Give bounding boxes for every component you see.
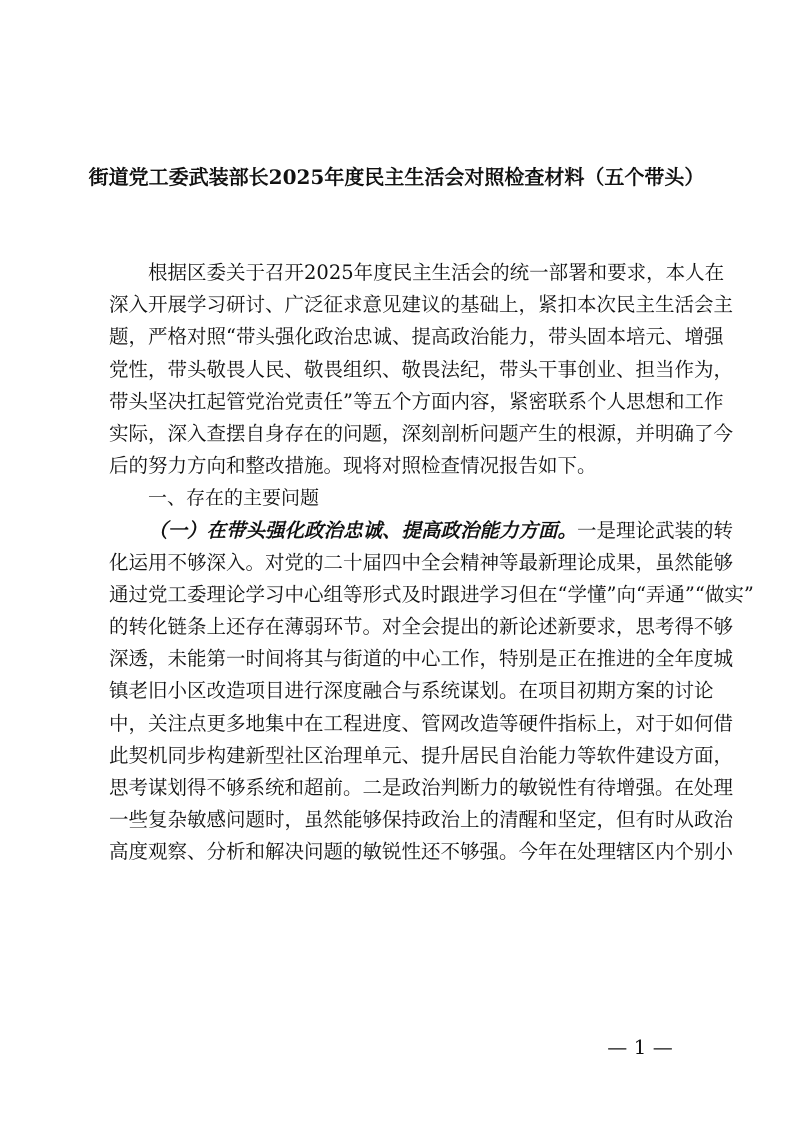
body-line: 思考谋划得不够系统和超前。二是政治判断力的敏锐性有待增强。在处理 — [109, 776, 734, 799]
body-line: 化运用不够深入。对党的二十届四中全会精神等最新理论成果，虽然能够 — [109, 550, 734, 574]
intro-line: 根据区委关于召开2025年度民主生活会的统一部署和要求，本人在 — [148, 261, 725, 284]
intro-line: 题，严格对照“带头强化政治忠诚、提高政治能力，带头固本培元、增强 — [109, 325, 724, 349]
document-title: 街道党工委武装部长2025年度民主生活会对照检查材料（五个带头） — [88, 165, 705, 189]
intro-line: 党性，带头敬畏人民、敬畏组织、敬畏法纪，带头干事创业、担当作为， — [109, 357, 734, 381]
intro-line: 带头坚决扛起管党治党责任”等五个方面内容，紧密联系个人思想和工作 — [109, 389, 724, 413]
intro-line: 实际，深入查摆自身存在的问题，深刻剖析问题产生的根源，并明确了今 — [109, 421, 734, 445]
page-number: — 1 — — [607, 1035, 673, 1059]
subsection-first-line — [109, 515, 734, 547]
body-line: 通过党工委理论学习中心组等形式及时跟进学习但在“学懂”向“弄通”“做实” — [109, 582, 754, 606]
intro-paragraph — [109, 257, 754, 869]
body-line: 中，关注点更多地集中在工程进度、管网改造等硬件指标上，对于如何借 — [109, 711, 734, 735]
subsection-text: 一是理论武装的转 — [577, 518, 734, 542]
body-line: 镇老旧小区改造项目进行深度融合与系统谋划。在项目初期方案的讨论 — [109, 679, 714, 703]
body-line: 一些复杂敏感问题时，虽然能够保持政治上的清醒和坚定，但有时从政治 — [109, 808, 734, 832]
subsection-heading: （一）在带头强化政治忠诚、提高政治能力方面。 — [148, 518, 578, 542]
intro-line: 后的努力方向和整改措施。现将对照检查情况报告如下。 — [109, 454, 597, 478]
body-line: 高度观察、分析和解决问题的敏锐性还不够强。今年在处理辖区内个别小 — [109, 840, 734, 864]
section-heading: 一、存在的主要问题 — [148, 487, 320, 510]
body-line: 的转化链条上还存在薄弱环节。对全会提出的新论述新要求，思考得不够 — [109, 615, 734, 639]
body-line: 深透，未能第一时间将其与街道的中心工作，特别是正在推进的全年度城 — [109, 647, 734, 671]
body-line: 此契机同步构建新型社区治理单元、提升居民自治能力等软件建设方面， — [109, 743, 734, 767]
intro-line: 深入开展学习研讨、广泛征求意见建议的基础上，紧扣本次民主生活会主 — [109, 293, 734, 317]
